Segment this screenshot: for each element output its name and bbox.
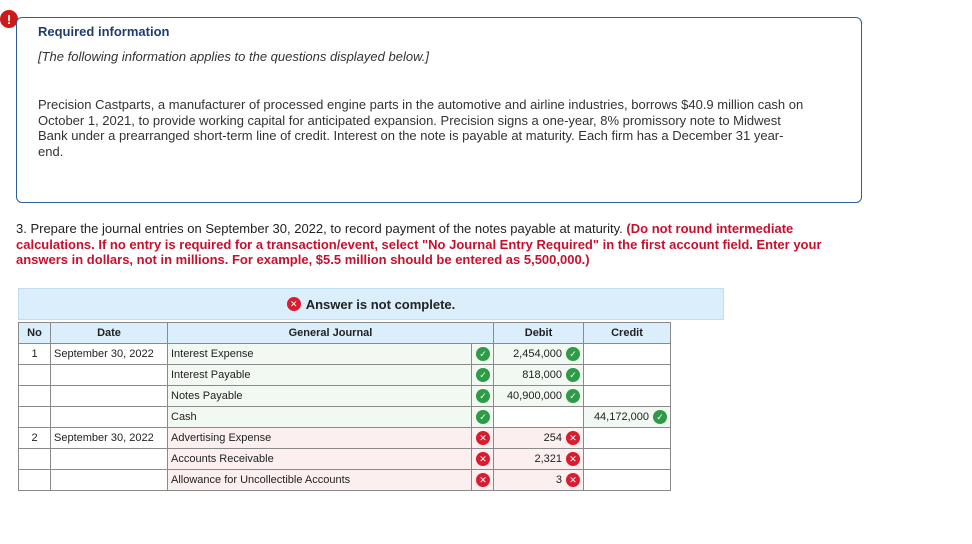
date-select[interactable] [51, 365, 168, 386]
scenario-text: Precision Castparts, a manufacturer of processed engine parts in the automotive and airline industries, borrows $40.9 million cash on October 1, 2021, to provide working capital for anticipated expansion. Precision signs a one-year, 8% promissory note to Midwest Bank under a prearranged short-term line of credit. Interest on the note is payable at maturity. Each firm has a December 31 year-end. [38, 97, 804, 159]
credit-input[interactable]: 44,172,000 [593, 410, 649, 423]
header-general-journal: General Journal [168, 323, 494, 344]
entry-number [19, 449, 51, 470]
account-select[interactable]: Advertising Expense [168, 428, 472, 449]
entry-number: 1 [19, 344, 51, 365]
header-credit: Credit [584, 323, 671, 344]
debit-input[interactable] [494, 407, 584, 428]
credit-cell[interactable] [584, 407, 671, 428]
credit-input[interactable] [584, 386, 671, 407]
table-row [19, 470, 671, 491]
correct-icon: ✓ [476, 410, 490, 424]
debit-input[interactable]: 818,000 [522, 368, 562, 381]
account-select[interactable]: Notes Payable [168, 386, 472, 407]
incorrect-icon: ✕ [566, 473, 580, 487]
debit-cell[interactable] [494, 344, 584, 365]
date-select[interactable]: September 30, 2022 [51, 428, 168, 449]
debit-input[interactable]: 3 [555, 473, 562, 486]
table-row [19, 386, 671, 407]
required-info-subtitle: [The following information applies to the questions displayed below.] [38, 49, 429, 64]
correct-icon: ✓ [566, 368, 580, 382]
debit-cell[interactable] [494, 386, 584, 407]
entry-number: 2 [19, 428, 51, 449]
incorrect-icon: ✕ [476, 452, 490, 466]
credit-input[interactable] [584, 365, 671, 386]
debit-input[interactable]: 40,900,000 [506, 389, 562, 402]
incorrect-icon: ✕ [566, 431, 580, 445]
correct-icon: ✓ [476, 368, 490, 382]
header-no: No [19, 323, 51, 344]
account-select[interactable]: Interest Expense [168, 344, 472, 365]
entry-number [19, 470, 51, 491]
header-debit: Debit [494, 323, 584, 344]
incorrect-icon: ✕ [476, 473, 490, 487]
credit-input[interactable] [584, 449, 671, 470]
entry-number [19, 386, 51, 407]
required-info-title: Required information [38, 24, 170, 39]
answer-status-text: Answer is not complete. [305, 296, 456, 312]
date-select[interactable]: September 30, 2022 [51, 344, 168, 365]
date-select[interactable] [51, 407, 168, 428]
question-instructions: (Do not round intermediate calculations. If no entry is required for a transaction/event, select "No Journal Entry Required" in the first account field. Enter your answers in dollars, not in millions. For example, $5.5 million should be entered as 5,500,000.) [16, 221, 822, 267]
debit-cell[interactable] [494, 365, 584, 386]
incorrect-icon: ✕ [287, 297, 301, 311]
entry-number [19, 365, 51, 386]
credit-input[interactable] [584, 470, 671, 491]
debit-cell[interactable] [494, 470, 584, 491]
debit-input[interactable]: 2,321 [534, 452, 562, 465]
account-select[interactable]: Cash [168, 407, 472, 428]
table-row [19, 428, 671, 449]
debit-input[interactable]: 254 [543, 431, 562, 444]
incorrect-icon: ✕ [476, 431, 490, 445]
correct-icon: ✓ [566, 389, 580, 403]
question-prompt [16, 221, 866, 268]
correct-icon: ✓ [653, 410, 667, 424]
account-select[interactable]: Allowance for Uncollectible Accounts [168, 470, 472, 491]
entry-number [19, 407, 51, 428]
date-select[interactable] [51, 449, 168, 470]
table-row [19, 449, 671, 470]
credit-input[interactable] [584, 428, 671, 449]
table-row [19, 344, 671, 365]
date-select[interactable] [51, 386, 168, 407]
debit-cell[interactable] [494, 428, 584, 449]
debit-cell[interactable] [494, 449, 584, 470]
debit-input[interactable]: 2,454,000 [513, 347, 562, 360]
table-header-row [19, 323, 671, 344]
header-date: Date [51, 323, 168, 344]
answer-status-banner [18, 288, 724, 320]
correct-icon: ✓ [476, 389, 490, 403]
incorrect-icon: ✕ [566, 452, 580, 466]
journal-entry-table [18, 322, 671, 491]
credit-input[interactable] [584, 344, 671, 365]
correct-icon: ✓ [476, 347, 490, 361]
date-select[interactable] [51, 470, 168, 491]
table-row [19, 365, 671, 386]
correct-icon: ✓ [566, 347, 580, 361]
table-row [19, 407, 671, 428]
question-text: 3. Prepare the journal entries on September 30, 2022, to record payment of the notes payable at maturity. [16, 221, 623, 236]
alert-icon: ! [0, 10, 18, 28]
account-select[interactable]: Interest Payable [168, 365, 472, 386]
account-select[interactable]: Accounts Receivable [168, 449, 472, 470]
